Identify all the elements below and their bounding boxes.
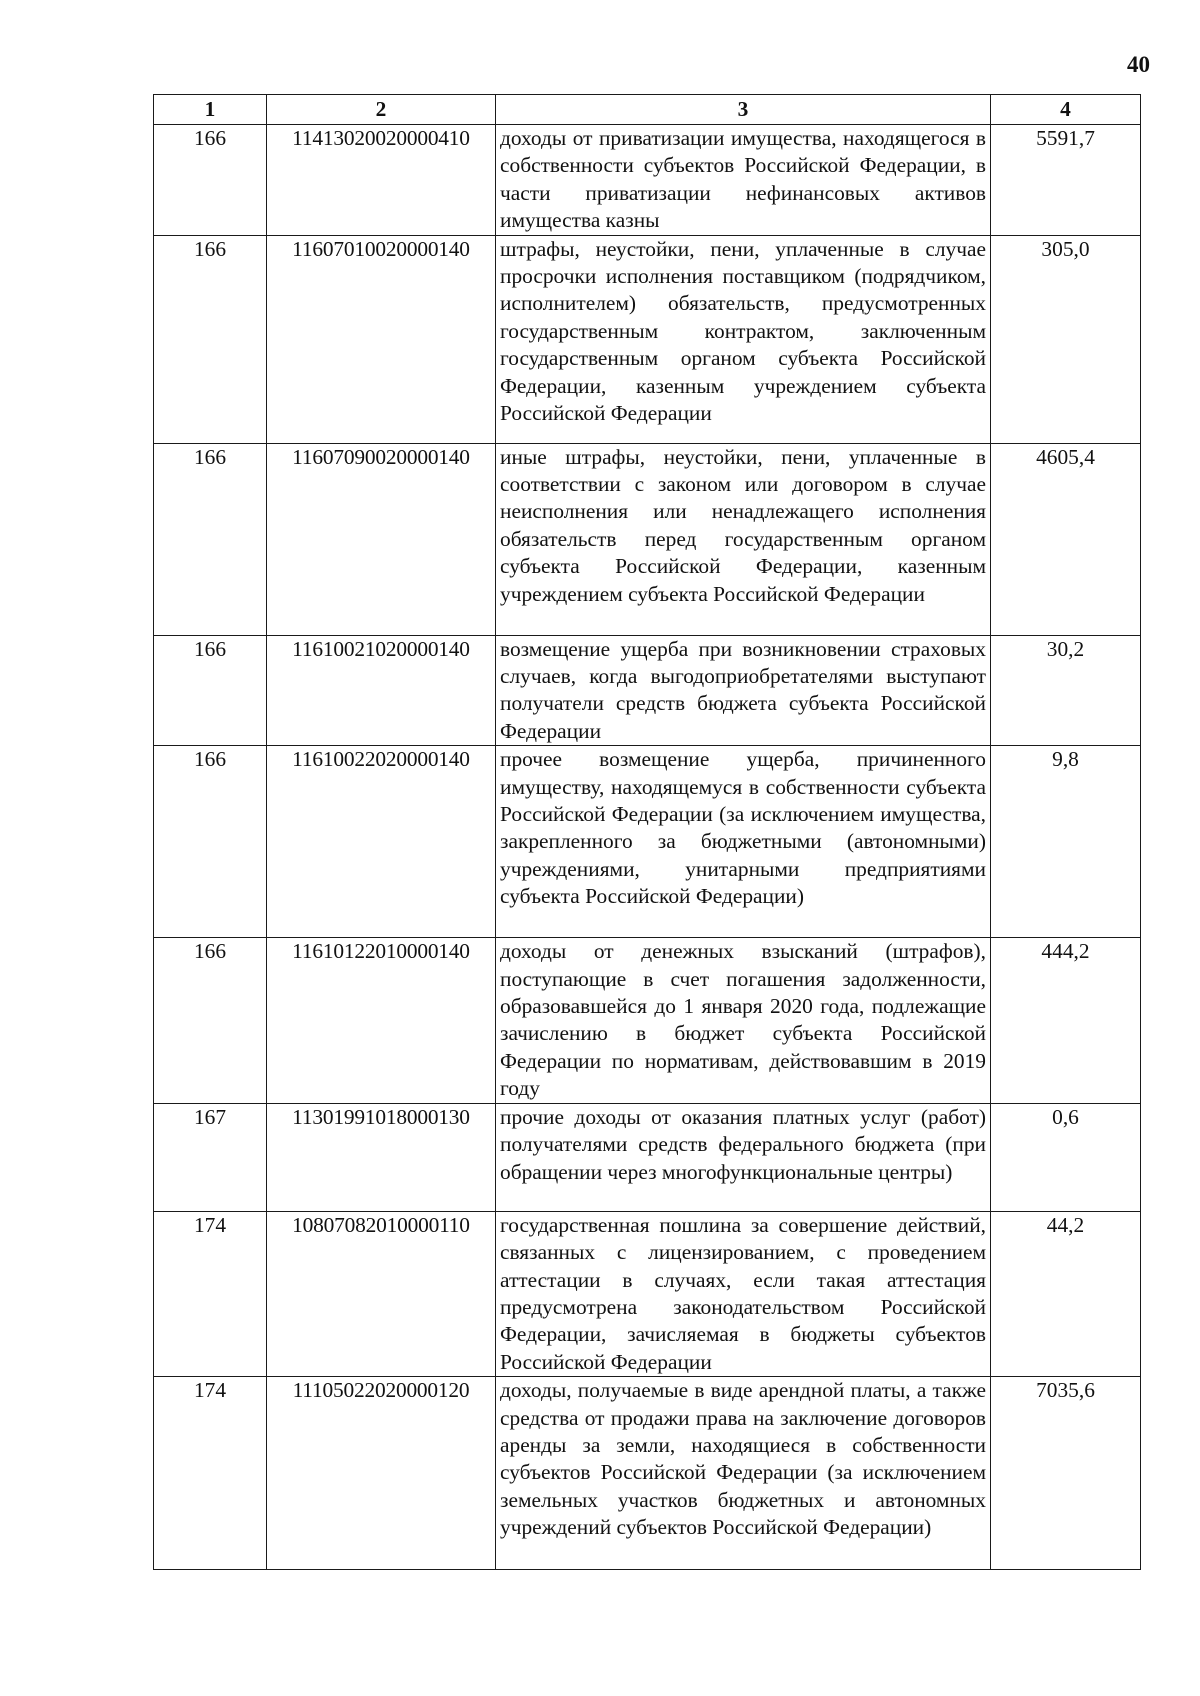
admin-code: 166 xyxy=(154,938,267,1103)
income-description: доходы, получаемые в виде арендной платы, а также средства от продажи права на заключение договоров аренды за земли, находящиеся в собственности субъектов Российской Федерации (за исключением земельных участков бюджетных и автономных учреждений субъектов Российской Федерации) xyxy=(496,1377,991,1570)
table-row xyxy=(154,125,1141,236)
income-description: прочее возмещение ущерба, причиненного имуществу, находящемуся в собственности субъекта Российской Федерации (за исключением имущества, закрепленного за бюджетными (автономными) учреждениями, унитарными предприятиями субъекта Российской Федерации) xyxy=(496,746,991,938)
table-row xyxy=(154,1103,1141,1211)
admin-code: 174 xyxy=(154,1377,267,1570)
admin-code: 166 xyxy=(154,635,267,746)
budget-code: 11607090020000140 xyxy=(267,443,496,635)
table-row xyxy=(154,443,1141,635)
budget-code: 11610122010000140 xyxy=(267,938,496,1103)
table-row xyxy=(154,235,1141,443)
budget-code: 11105022020000120 xyxy=(267,1377,496,1570)
income-description: государственная пошлина за совершение действий, связанных с лицензированием, с проведением аттестации в случаях, если такая аттестация предусмотрена законодательством Российской Федерации, зачисляемая в бюджеты субъектов Российской Федерации xyxy=(496,1211,991,1376)
table-row xyxy=(154,1377,1141,1570)
admin-code: 167 xyxy=(154,1103,267,1211)
income-description: прочие доходы от оказания платных услуг (работ) получателями средств федерального бюджета (при обращении через многофункциональные центры) xyxy=(496,1103,991,1211)
amount: 30,2 xyxy=(991,635,1141,746)
header-col-1: 1 xyxy=(154,95,267,125)
amount: 444,2 xyxy=(991,938,1141,1103)
amount: 4605,4 xyxy=(991,443,1141,635)
header-row xyxy=(154,95,1141,125)
admin-code: 166 xyxy=(154,746,267,938)
amount: 9,8 xyxy=(991,746,1141,938)
amount: 305,0 xyxy=(991,235,1141,443)
admin-code: 166 xyxy=(154,125,267,236)
page-number: 40 xyxy=(1127,52,1150,77)
budget-code: 11301991018000130 xyxy=(267,1103,496,1211)
budget-code: 11413020020000410 xyxy=(267,125,496,236)
income-description: доходы от денежных взысканий (штрафов), поступающие в счет погашения задолженности, образовавшейся до 1 января 2020 года, подлежащие зачислению в бюджет субъекта Российской Федерации по нормативам, действовавшим в 2019 году xyxy=(496,938,991,1103)
income-description: иные штрафы, неустойки, пени, уплаченные в соответствии с законом или договором в случае неисполнения или ненадлежащего исполнения обязательств перед государственным органом субъекта Российской Федерации, казенным учреждением субъекта Российской Федерации xyxy=(496,443,991,635)
table-row xyxy=(154,1211,1141,1376)
header-col-4: 4 xyxy=(991,95,1141,125)
revenue-table xyxy=(153,94,1141,1570)
budget-code: 11607010020000140 xyxy=(267,235,496,443)
budget-code: 11610022020000140 xyxy=(267,746,496,938)
table-row xyxy=(154,635,1141,746)
amount: 7035,6 xyxy=(991,1377,1141,1570)
table-row xyxy=(154,746,1141,938)
admin-code: 166 xyxy=(154,235,267,443)
income-description: возмещение ущерба при возникновении страховых случаев, когда выгодоприобретателями выступают получатели средств бюджета субъекта Российской Федерации xyxy=(496,635,991,746)
budget-code: 10807082010000110 xyxy=(267,1211,496,1376)
income-description: доходы от приватизации имущества, находящегося в собственности субъектов Российской Федерации, в части приватизации нефинансовых активов имущества казны xyxy=(496,125,991,236)
admin-code: 174 xyxy=(154,1211,267,1376)
income-description: штрафы, неустойки, пени, уплаченные в случае просрочки исполнения поставщиком (подрядчиком, исполнителем) обязательств, предусмотренных государственным контрактом, заключенным государственным органом субъекта Российской Федерации, казенным учреждением субъекта Российской Федерации xyxy=(496,235,991,443)
admin-code: 166 xyxy=(154,443,267,635)
table-row xyxy=(154,938,1141,1103)
amount: 0,6 xyxy=(991,1103,1141,1211)
header-col-3: 3 xyxy=(496,95,991,125)
amount: 5591,7 xyxy=(991,125,1141,236)
budget-code: 11610021020000140 xyxy=(267,635,496,746)
amount: 44,2 xyxy=(991,1211,1141,1376)
header-col-2: 2 xyxy=(267,95,496,125)
